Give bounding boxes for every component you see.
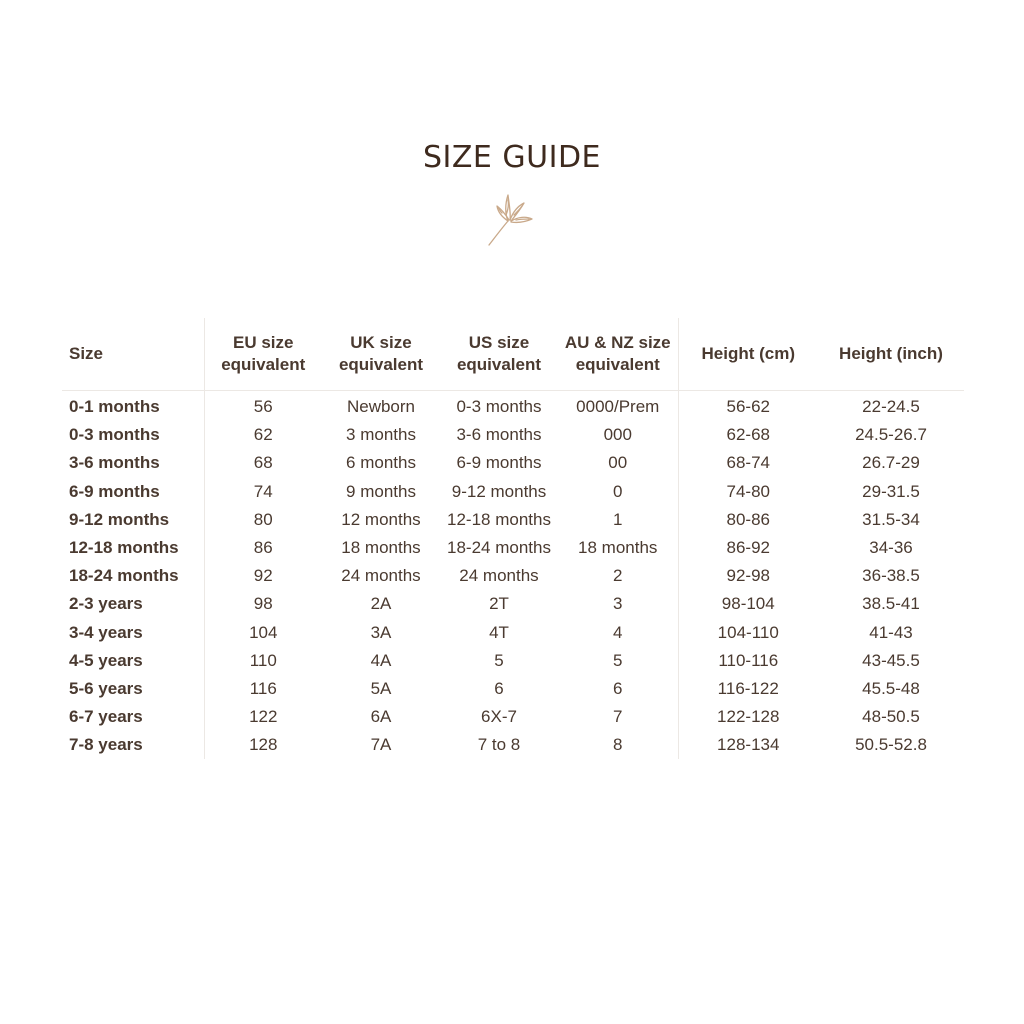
size-cell: 12-18 months xyxy=(62,534,204,562)
uk-size-cell: 3A xyxy=(370,622,392,642)
size-cell: 3-4 years xyxy=(62,619,204,647)
table-row xyxy=(62,619,964,647)
us-size-cell: 6 xyxy=(494,678,504,698)
height-inch-cell: 50.5-52.8 xyxy=(855,735,927,755)
eu-size-cell: 62 xyxy=(253,425,273,445)
eu-size-cell: 68 xyxy=(253,453,273,473)
eu-size-cell: 56 xyxy=(253,397,273,417)
size-cell: 6-7 years xyxy=(62,703,204,731)
height-inch-cell: 45.5-48 xyxy=(862,678,920,698)
eu-size-cell: 128 xyxy=(249,735,278,755)
eu-size-cell: 110 xyxy=(249,650,277,670)
size-cell: 9-12 months xyxy=(62,506,204,534)
au-nz-size-cell: 0 xyxy=(558,478,678,506)
header-height-inch: Height (inch) xyxy=(818,318,964,391)
us-size-cell: 9-12 months xyxy=(451,481,547,501)
us-size-cell: 4T xyxy=(489,622,509,642)
uk-size-cell: 24 months xyxy=(341,566,421,586)
table-row xyxy=(62,534,964,562)
height-cm-cell: 104-110 xyxy=(717,622,779,642)
table-row xyxy=(62,703,964,731)
table-row xyxy=(62,590,964,618)
table-row xyxy=(62,421,964,449)
eu-size-cell: 74 xyxy=(253,481,273,501)
height-cm-cell: 86-92 xyxy=(726,538,770,558)
au-nz-size-cell: 6 xyxy=(558,675,678,703)
au-nz-size-cell: 5 xyxy=(558,647,678,675)
height-cm-cell: 128-134 xyxy=(717,735,780,755)
table-row xyxy=(62,562,964,590)
table-row xyxy=(62,478,964,506)
flower-sprig-icon xyxy=(484,192,540,248)
table-row xyxy=(62,675,964,703)
size-cell: 0-3 months xyxy=(62,421,204,449)
size-cell: 6-9 months xyxy=(62,478,204,506)
uk-size-cell: 3 months xyxy=(346,425,416,445)
height-inch-cell: 36-38.5 xyxy=(862,566,920,586)
uk-size-cell: 4A xyxy=(370,650,392,670)
au-nz-size-cell: 1 xyxy=(558,506,678,534)
uk-size-cell: 6 months xyxy=(346,453,416,473)
us-size-cell: 0-3 months xyxy=(456,397,542,417)
height-inch-cell: 31.5-34 xyxy=(862,509,920,529)
height-inch-cell: 41-43 xyxy=(869,622,913,642)
eu-size-cell: 80 xyxy=(253,509,273,529)
us-size-cell: 12-18 months xyxy=(447,509,551,529)
us-size-cell: 2T xyxy=(489,594,509,614)
us-size-cell: 5 xyxy=(494,650,504,670)
height-inch-cell: 38.5-41 xyxy=(862,594,920,614)
eu-size-cell: 122 xyxy=(249,707,278,727)
uk-size-cell: 6A xyxy=(370,707,392,727)
height-inch-cell: 48-50.5 xyxy=(862,707,920,727)
table-row xyxy=(62,391,964,422)
au-nz-size-cell: 0000/Prem xyxy=(558,391,678,422)
eu-size-cell: 86 xyxy=(253,538,273,558)
height-cm-cell: 92-98 xyxy=(726,566,770,586)
table-row xyxy=(62,647,964,675)
us-size-cell: 18-24 months xyxy=(447,538,551,558)
size-cell: 5-6 years xyxy=(62,675,204,703)
header-us-size: US size equivalent xyxy=(440,318,558,391)
height-inch-cell: 34-36 xyxy=(869,538,913,558)
height-inch-cell: 24.5-26.7 xyxy=(855,425,927,445)
size-cell: 18-24 months xyxy=(62,562,204,590)
header-size: Size xyxy=(62,318,204,391)
height-cm-cell: 80-86 xyxy=(726,509,770,529)
au-nz-size-cell: 18 months xyxy=(558,534,678,562)
table-row xyxy=(62,449,964,477)
us-size-cell: 6X-7 xyxy=(481,707,517,727)
table-header-row xyxy=(62,318,964,391)
header-height-cm: Height (cm) xyxy=(678,318,818,391)
au-nz-size-cell: 2 xyxy=(558,562,678,590)
size-cell: 3-6 months xyxy=(62,449,204,477)
table-body xyxy=(62,391,964,760)
us-size-cell: 3-6 months xyxy=(456,425,542,445)
au-nz-size-cell: 4 xyxy=(558,619,678,647)
uk-size-cell: 18 months xyxy=(341,538,421,558)
height-inch-cell: 22-24.5 xyxy=(862,397,920,417)
height-cm-cell: 98-104 xyxy=(721,594,775,614)
eu-size-cell: 92 xyxy=(253,566,273,586)
uk-size-cell: 7A xyxy=(370,735,392,755)
au-nz-size-cell: 7 xyxy=(558,703,678,731)
header-uk-size: UK size equivalent xyxy=(322,318,440,391)
uk-size-cell: Newborn xyxy=(346,397,416,417)
page-title: SIZE GUIDE xyxy=(422,140,602,175)
height-cm-cell: 116-122 xyxy=(717,678,779,698)
table-row xyxy=(62,731,964,759)
size-cell: 7-8 years xyxy=(62,731,204,759)
uk-size-cell: 9 months xyxy=(346,481,416,501)
uk-size-cell: 2A xyxy=(370,594,392,614)
uk-size-cell: 5A xyxy=(370,678,392,698)
height-inch-cell: 43-45.5 xyxy=(862,650,920,670)
size-cell: 4-5 years xyxy=(62,647,204,675)
eu-size-cell: 98 xyxy=(253,594,273,614)
height-cm-cell: 74-80 xyxy=(726,481,770,501)
au-nz-size-cell: 000 xyxy=(558,421,678,449)
uk-size-cell: 12 months xyxy=(341,509,421,529)
header-au-nz-size: AU & NZ size equivalent xyxy=(558,318,678,391)
size-cell: 2-3 years xyxy=(62,590,204,618)
eu-size-cell: 116 xyxy=(249,678,277,698)
eu-size-cell: 104 xyxy=(249,622,278,642)
table-row xyxy=(62,506,964,534)
height-cm-cell: 62-68 xyxy=(726,425,770,445)
size-cell: 0-1 months xyxy=(62,391,204,422)
header-eu-size: EU size equivalent xyxy=(204,318,322,391)
height-cm-cell: 122-128 xyxy=(717,707,780,727)
us-size-cell: 7 to 8 xyxy=(477,735,521,755)
au-nz-size-cell: 3 xyxy=(558,590,678,618)
size-guide-table xyxy=(62,318,964,759)
height-inch-cell: 26.7-29 xyxy=(862,453,920,473)
us-size-cell: 24 months xyxy=(459,566,539,586)
height-cm-cell: 110-116 xyxy=(718,650,779,670)
height-cm-cell: 56-62 xyxy=(726,397,770,417)
au-nz-size-cell: 8 xyxy=(558,731,678,759)
height-inch-cell: 29-31.5 xyxy=(862,481,920,501)
height-cm-cell: 68-74 xyxy=(726,453,770,473)
us-size-cell: 6-9 months xyxy=(456,453,542,473)
au-nz-size-cell: 00 xyxy=(558,449,678,477)
